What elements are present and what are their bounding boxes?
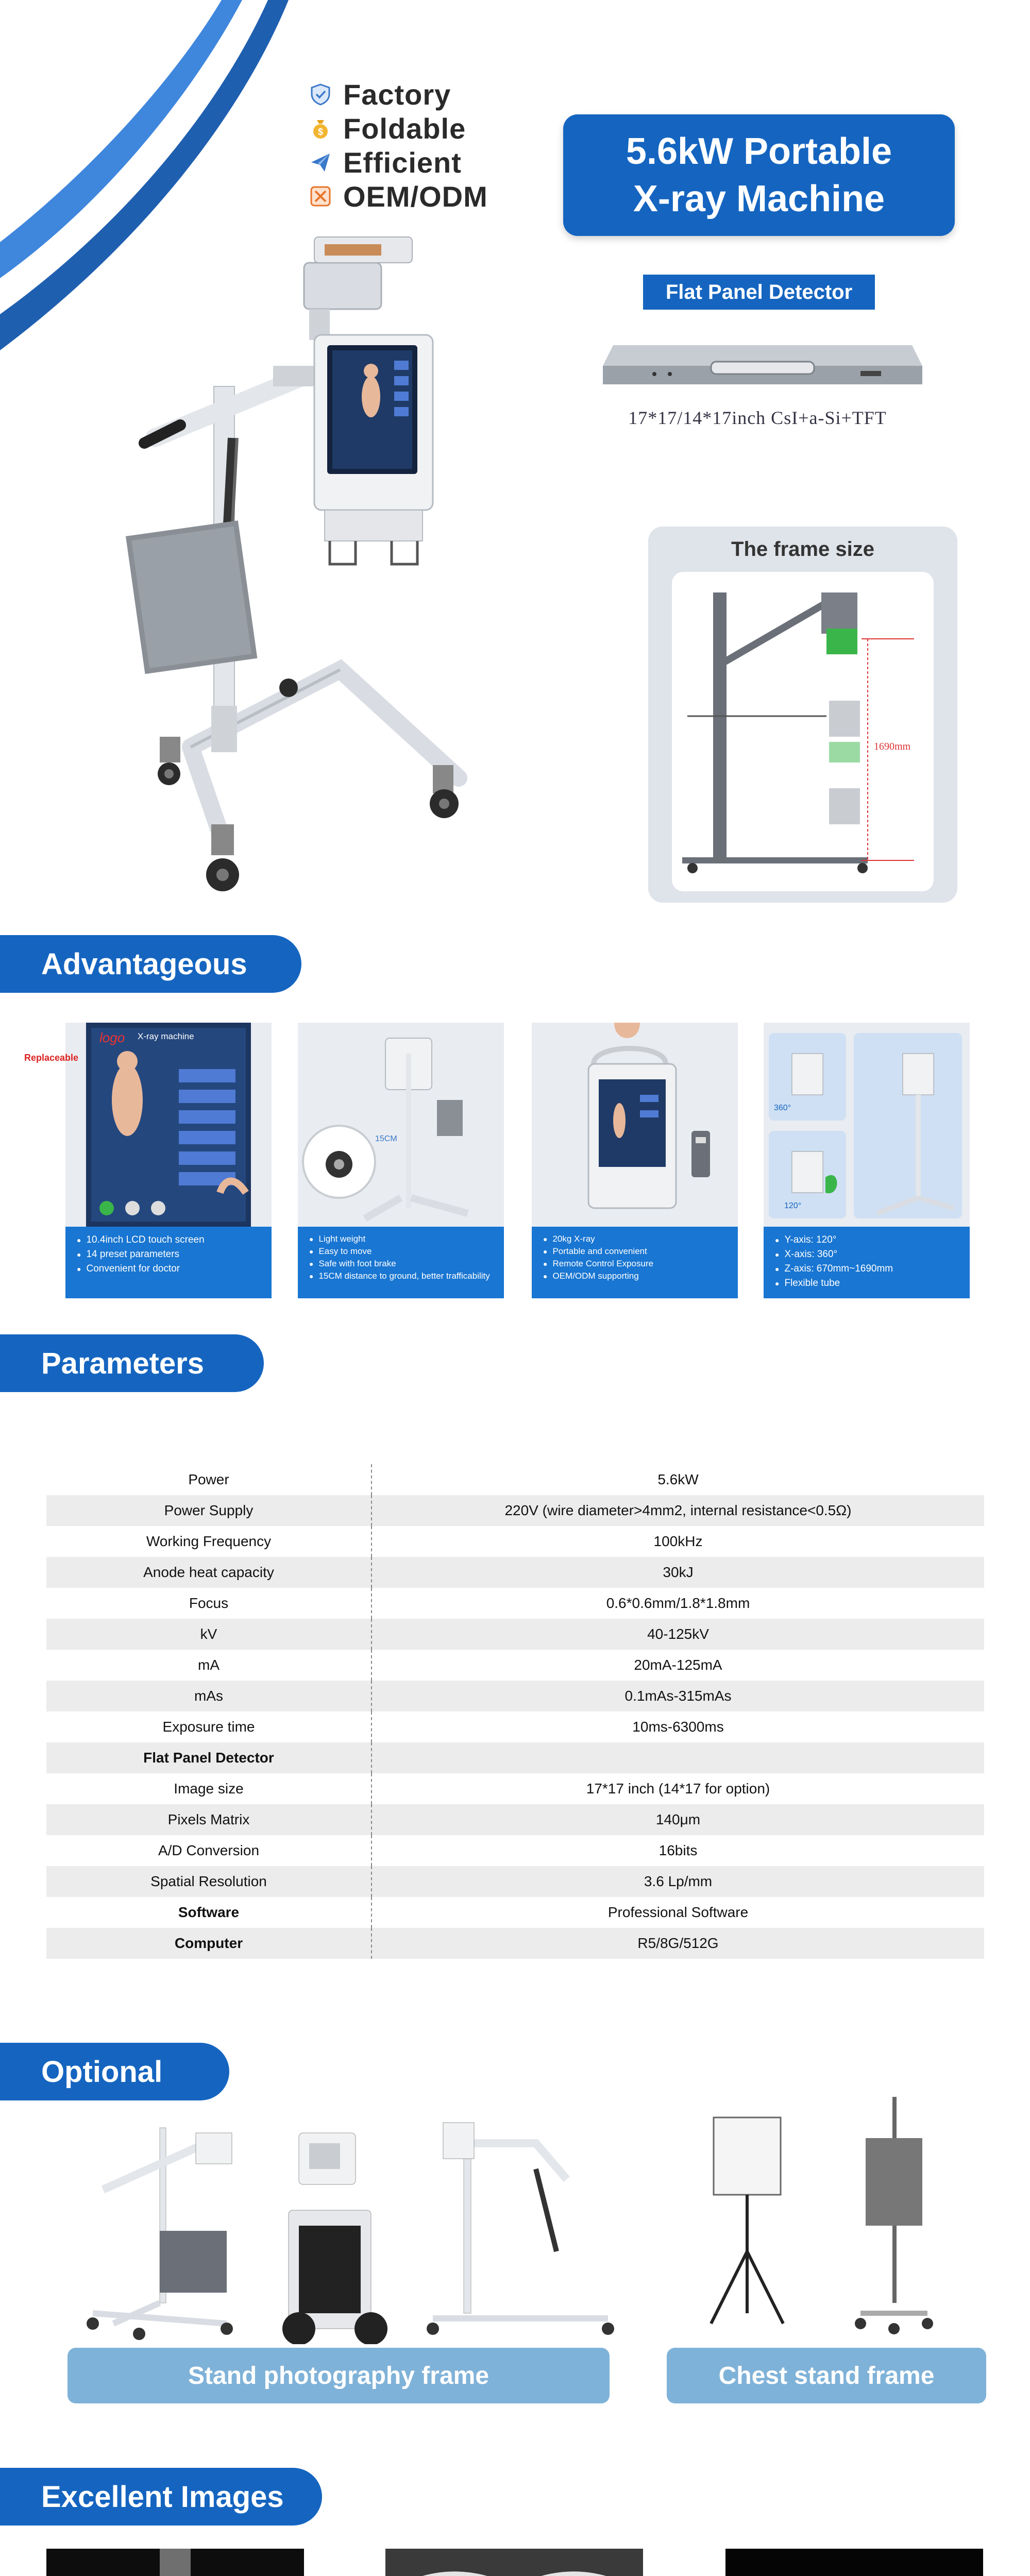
frame-size-card [648, 527, 957, 903]
feature-label: OEM/ODM [343, 180, 488, 213]
parameter-key: Computer [174, 1935, 243, 1951]
parameter-value: 220V (wire diameter>4mm2, internal resistance<0.5Ω) [371, 1495, 984, 1526]
feature-efficient [309, 145, 488, 179]
tools-icon [309, 185, 332, 208]
xray-hand-image [725, 2549, 983, 2576]
svg-text:$: $ [317, 127, 324, 137]
parameter-value: 0.6*0.6mm/1.8*1.8mm [371, 1588, 984, 1619]
feature-list [309, 77, 488, 213]
title-line-2: X-ray Machine [633, 178, 885, 219]
parameter-key: mAs [194, 1688, 223, 1704]
parameter-row [46, 1619, 984, 1650]
feature-label: Foldable [343, 112, 466, 145]
parameter-row [46, 1526, 984, 1557]
point: ● Portable and convenient [543, 1245, 731, 1258]
parameter-row [46, 1588, 984, 1619]
parameter-row [46, 1866, 984, 1897]
portable-unit-image [532, 1023, 738, 1227]
parameter-row [46, 1897, 984, 1928]
feature-label: Factory [343, 78, 451, 111]
point: ● Flexible tube [775, 1276, 963, 1291]
parameter-value: 16bits [371, 1835, 984, 1866]
advantage-points [298, 1227, 504, 1298]
section-title: Parameters [41, 1346, 204, 1380]
point: ● 15CM distance to ground, better trafficability [309, 1270, 497, 1282]
mobile-stand-image [298, 1023, 504, 1227]
parameter-row [46, 1495, 984, 1526]
parameter-row [46, 1464, 984, 1495]
parameter-key: Power Supply [164, 1502, 254, 1518]
parameter-key: mA [198, 1657, 219, 1673]
section-parameters [0, 1334, 264, 1392]
point: ● Y-axis: 120° [775, 1233, 963, 1247]
parameter-row [46, 1742, 984, 1773]
point: ● X-axis: 360° [775, 1247, 963, 1262]
money-bag-icon [309, 117, 332, 140]
advantage-card-portable [532, 1023, 738, 1298]
point: ● 20kg X-ray [543, 1233, 731, 1245]
feature-factory [309, 77, 488, 111]
advantage-card-touchscreen [24, 1023, 272, 1298]
feature-label: Efficient [343, 146, 462, 179]
point: ● Remote Control Exposure [543, 1258, 731, 1270]
angle-120-label: 120° [784, 1201, 802, 1210]
replaceable-label: Replaceable [24, 1053, 79, 1063]
shield-icon [309, 83, 332, 106]
frame-dimension-label: 1690mm [874, 741, 911, 752]
logo-text: logo [99, 1030, 125, 1045]
parameter-key: Power [188, 1471, 229, 1487]
button-label: Chest stand frame [718, 2362, 935, 2389]
product-title [563, 114, 955, 236]
section-advantageous [0, 935, 301, 993]
parameter-key: Anode heat capacity [143, 1564, 274, 1580]
point: ● Convenient for doctor [77, 1262, 264, 1276]
parameter-row [46, 1681, 984, 1711]
section-title: Advantageous [41, 947, 247, 981]
distance-label: 15CM [375, 1134, 397, 1143]
stand-photography-frame-button[interactable] [67, 2348, 610, 2403]
parameter-key: Spatial Resolution [150, 1873, 267, 1889]
parameter-value: 140μm [371, 1804, 984, 1835]
advantage-card-mobility [298, 1023, 504, 1298]
parameter-value: 5.6kW [371, 1464, 984, 1495]
parameter-key: Exposure time [162, 1719, 255, 1735]
flat-panel-image [593, 330, 933, 392]
point: ● Light weight [309, 1233, 497, 1245]
section-excellent-images [0, 2468, 322, 2526]
parameter-row [46, 1650, 984, 1681]
parameter-key: kV [200, 1626, 217, 1642]
flat-panel-label: Flat Panel Detector [643, 275, 875, 310]
section-title: Optional [41, 2055, 163, 2089]
parameter-value: 3.6 Lp/mm [371, 1866, 984, 1897]
point: ● OEM/ODM supporting [543, 1270, 731, 1282]
parameter-row [46, 1835, 984, 1866]
feature-foldable [309, 111, 488, 145]
parameter-key: Working Frequency [146, 1533, 272, 1549]
parameter-value: 10ms-6300ms [371, 1711, 984, 1742]
advantage-points [65, 1227, 272, 1298]
parameter-value: R5/8G/512G [371, 1928, 984, 1959]
paper-plane-icon [309, 151, 332, 174]
section-optional [0, 2043, 229, 2100]
section-title: Excellent Images [41, 2480, 284, 2514]
xray-chest-image [385, 2549, 643, 2576]
xray-machine-image [103, 222, 495, 907]
point: ● 10.4inch LCD touch screen [77, 1233, 264, 1247]
point: ● Safe with foot brake [309, 1258, 497, 1270]
screen-title: X-ray machine [138, 1031, 194, 1041]
parameter-key: Image size [174, 1781, 244, 1797]
parameter-value: 20mA-125mA [371, 1650, 984, 1681]
rotation-axes-image [764, 1023, 970, 1227]
frame-size-diagram [672, 572, 934, 891]
parameter-value: Professional Software [371, 1897, 984, 1928]
flat-panel-caption: 17*17/14*17inch CsI+a-Si+TFT [628, 408, 887, 428]
parameter-key: A/D Conversion [158, 1842, 260, 1858]
parameter-row [46, 1804, 984, 1835]
parameter-row [46, 1773, 984, 1804]
parameter-key: Focus [189, 1595, 229, 1611]
feature-oem [309, 179, 488, 213]
parameter-row [46, 1711, 984, 1742]
parameter-key: Pixels Matrix [167, 1811, 250, 1827]
parameter-row [46, 1928, 984, 1959]
title-line-1: 5.6kW Portable [626, 131, 892, 172]
frame-size-title: The frame size [731, 538, 874, 561]
parameter-key: Software [178, 1904, 240, 1920]
point: ● 14 preset parameters [77, 1247, 264, 1262]
parameter-value: 100kHz [371, 1526, 984, 1557]
chest-stand-frame-button[interactable] [667, 2348, 986, 2403]
parameter-value: 17*17 inch (14*17 for option) [371, 1773, 984, 1804]
advantage-points [532, 1227, 738, 1298]
point: ● Z-axis: 670mm~1690mm [775, 1262, 963, 1276]
button-label: Stand photography frame [188, 2362, 489, 2389]
angle-360-label: 360° [774, 1104, 791, 1112]
optional-accessories-image [72, 2097, 974, 2344]
parameter-value [371, 1742, 984, 1773]
advantage-card-axes [764, 1023, 970, 1298]
parameter-key: Flat Panel Detector [143, 1750, 274, 1766]
parameter-value: 0.1mAs-315mAs [371, 1681, 984, 1711]
advantage-points [764, 1227, 970, 1298]
point: ● Easy to move [309, 1245, 497, 1258]
parameter-row [46, 1557, 984, 1588]
parameter-value: 30kJ [371, 1557, 984, 1588]
parameter-value: 40-125kV [371, 1619, 984, 1650]
touchscreen-image [65, 1023, 272, 1227]
parameters-table [46, 1464, 984, 1959]
xray-pelvis-image [46, 2549, 304, 2576]
